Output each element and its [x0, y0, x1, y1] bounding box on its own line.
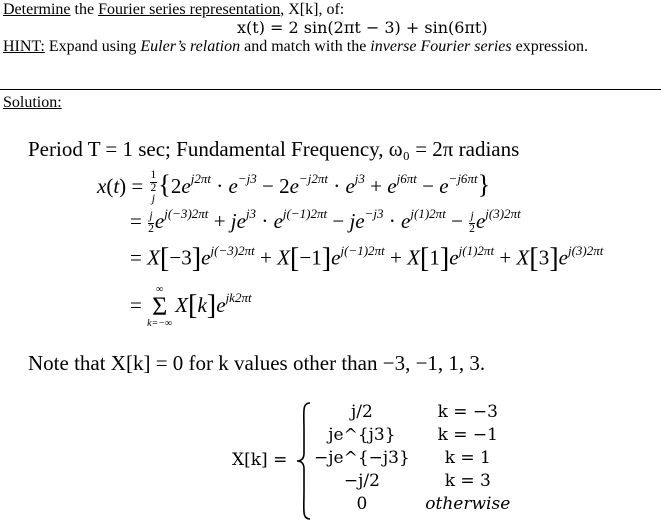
solution-label: Solution: — [3, 94, 62, 111]
problem-line — [3, 1, 344, 19]
period-line: Period T = 1 sec; Fundamental Frequency, ω₀ = 2π radians — [28, 137, 520, 161]
x-of-k-text: , X[k], of: — [280, 1, 345, 18]
case-condition: k = −1 — [437, 425, 498, 445]
case-condition: k = 3 — [444, 471, 491, 491]
hint-text-2: and match with the — [244, 38, 367, 55]
case-value: −j/2 — [343, 471, 380, 491]
hint-text-3: expression. — [515, 38, 589, 55]
case-value: j/2 — [350, 402, 373, 422]
note-line: Note that X[k] = 0 for k values other than −3, −1, 1, 3. — [28, 351, 486, 375]
derivation-line-1: x(t) = 1 2 j $\{2e^{j2\pi t} \cdot e^{-j3} - 2e^{-j2\pi t} \cdot e^{j3} + e^{j6\pi t} - e^{-j6\pi t}\}$ — [97, 169, 491, 206]
problem-equation: x(t) = 2 sin(2πt − 3) + sin(6πt) — [237, 18, 488, 37]
hint-text-1: Expand using — [48, 38, 137, 55]
case-value: je^{j3} — [328, 425, 396, 445]
hint-euler: Euler’s relation — [140, 38, 241, 55]
case-row — [308, 470, 520, 493]
divider — [0, 89, 661, 90]
derivation-line-3: = $X[-3]e^{j(-3)2\pi t} + X[-1]e^{j(-1)2\pi t} + X[1]e^{j(1)2\pi t} + X[3]e^{j(3)2\pi t}$ — [130, 242, 604, 274]
hint-line — [3, 38, 588, 56]
hint-inverse: inverse Fourier series — [370, 38, 512, 55]
case-condition: k = 1 — [444, 448, 491, 468]
derivation-line-4: = ∞ Σ k=−∞ $X[k]e^{jk2\pi t}$ — [130, 284, 252, 329]
case-row — [308, 447, 520, 470]
case-value: 0 — [356, 494, 368, 514]
case-condition: otherwise — [425, 494, 511, 514]
determine-text: Determine — [3, 1, 71, 18]
derivation-line-2: = $\frac{j}{2}$ $e^{j(-3)2\pi t} + je^{j3} \cdot e^{j(-1)2\pi t} - je^{-j3} \cdot e^{j(1)2\pi t}$ − $\frac{j}{2}$ $e^{j(3)2\pi t}$ — [130, 206, 521, 235]
case-row — [308, 493, 520, 516]
case-condition: k = −3 — [437, 402, 498, 422]
cases-table — [308, 401, 520, 516]
hint-label: HINT: — [3, 38, 45, 55]
case-row — [308, 424, 520, 447]
case-row — [308, 401, 520, 424]
cases-lhs: X[k] = — [232, 450, 288, 470]
fourier-series-representation-text: Fourier series representation — [98, 1, 281, 18]
the-text: the — [74, 1, 95, 18]
case-value: −je^{−j3} — [314, 448, 410, 468]
